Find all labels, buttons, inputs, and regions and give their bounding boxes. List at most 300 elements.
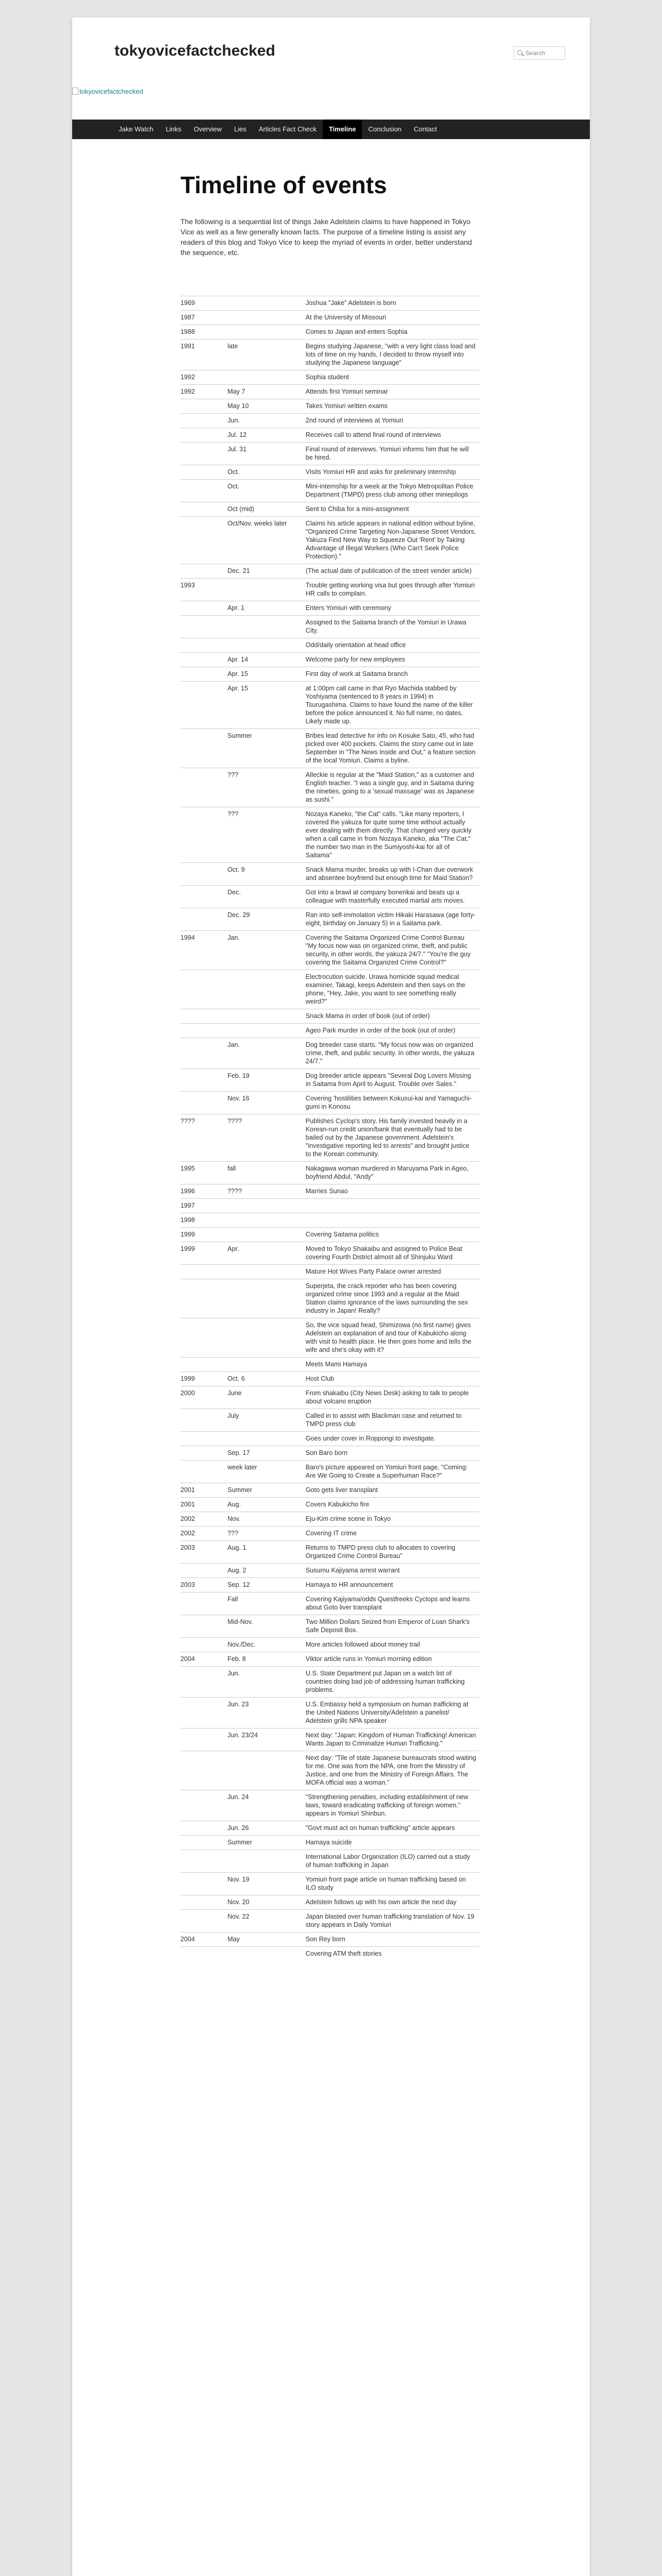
timeline-date: Oct. — [227, 465, 306, 480]
timeline-row — [180, 1527, 479, 1541]
timeline-row — [180, 768, 479, 807]
timeline-year: 2004 — [180, 1933, 227, 1947]
timeline-event: Covering ATM theft stories — [306, 1947, 479, 1961]
timeline-event: Assigned to the Saitama branch of the Yomiuri in Urawa City. — [306, 616, 479, 638]
timeline-date: Sep. 17 — [227, 1446, 306, 1461]
timeline-event: Son Baro born — [306, 1446, 479, 1461]
nav-item-overview[interactable]: Overview — [193, 125, 222, 133]
timeline-date — [227, 1009, 306, 1024]
timeline-row — [180, 564, 479, 579]
timeline-date: Apr. 15 — [227, 682, 306, 729]
timeline-date — [227, 1279, 306, 1318]
timeline-date — [227, 1358, 306, 1372]
timeline-date: ???? — [227, 1114, 306, 1162]
timeline-year — [180, 443, 227, 465]
timeline-event: (The actual date of publication of the street vender article) — [306, 564, 479, 579]
timeline-date: Summer — [227, 1836, 306, 1850]
timeline-date: Feb. 8 — [227, 1652, 306, 1667]
timeline-event: Baro's picture appeared on Yomiuri front page, "Coming: Are We Going to Create a Superhuman Race?" — [306, 1461, 479, 1483]
timeline-year — [180, 768, 227, 807]
timeline-year — [180, 886, 227, 908]
timeline-event — [306, 1213, 479, 1228]
timeline-event: at 1:00pm call came in that Ryo Machida stabbed by Yoshiyama (sentenced to 8 years in 1994) in Tsurugashima. Claims to have found the name of the killer before the police announced it. No full name, no dates. Likely made up. — [306, 682, 479, 729]
timeline-event: Receives call to attend final round of interviews — [306, 428, 479, 443]
nav-item-contact[interactable]: Contact — [413, 125, 437, 133]
timeline-row — [180, 579, 479, 601]
timeline-year — [180, 601, 227, 616]
timeline-event: 2nd round of interviews at Yomiuri — [306, 414, 479, 428]
timeline-year — [180, 1038, 227, 1069]
timeline-date: late — [227, 340, 306, 370]
timeline-event: Snack Mama murder, breaks up with I-Chan due overwork and absentee boyfriend but enough time for Maid Station? — [306, 863, 479, 886]
timeline-date: Aug. 1 — [227, 1541, 306, 1564]
timeline-row — [180, 1386, 479, 1409]
timeline-event: Hamaya suicide — [306, 1836, 479, 1850]
timeline-event: Bribes lead detective for info on Kosuke Sato, 45, who had picked over 400 pockets. Claims the story came out in late September in "The News Inside and Out," a feature section of the local Yomiuri. Claims a byline. — [306, 729, 479, 768]
timeline-row — [180, 1667, 479, 1698]
timeline-date: Sep. 12 — [227, 1578, 306, 1592]
timeline-year — [180, 1910, 227, 1933]
timeline-row — [180, 1850, 479, 1873]
timeline-event: Sophia student — [306, 370, 479, 385]
timeline-event: U.S. Embassy held a symposium on human trafficking at the United Nations University/Adelstein a panelist/ Adelstein grills NPA speaker — [306, 1698, 479, 1728]
timeline-year — [180, 1092, 227, 1114]
timeline-year — [180, 1751, 227, 1790]
timeline-date: Jun. 23/24 — [227, 1728, 306, 1751]
timeline-event: More articles followed about money trail — [306, 1638, 479, 1652]
timeline-year — [180, 1836, 227, 1850]
timeline-event: Next day: "Tile of state Japanese bureaucrats stood waiting for me. One was from the NPA, one from the Ministry of Justice, and one from the Ministry of Foreign Affairs. The MOFA official was a woman." — [306, 1751, 479, 1790]
timeline-year: 1999 — [180, 1372, 227, 1386]
timeline-event: Hamaya to HR announcement — [306, 1578, 479, 1592]
timeline-event: Mature Hot Wives Party Palace owner arrested — [306, 1265, 479, 1279]
timeline-event: Welcome party for new employees — [306, 653, 479, 667]
timeline-year — [180, 1024, 227, 1038]
timeline-row — [180, 1184, 479, 1199]
timeline-year — [180, 638, 227, 653]
timeline-event: Host Club — [306, 1372, 479, 1386]
nav-item-conclusion[interactable]: Conclusion — [368, 125, 402, 133]
timeline-row — [180, 1446, 479, 1461]
timeline-event: Marries Sunao — [306, 1184, 479, 1199]
timeline-year — [180, 1615, 227, 1638]
timeline-date: Nov. 16 — [227, 1092, 306, 1114]
nav-item-links[interactable]: Links — [166, 125, 181, 133]
timeline-event: Ran into self-immolation victim Hikaki Harasawa (age forty-eight, birthday on January 5) in a Saitama park. — [306, 908, 479, 931]
timeline-date: May 7 — [227, 385, 306, 399]
timeline-date — [227, 1199, 306, 1213]
timeline-year — [180, 667, 227, 682]
timeline-date: ??? — [227, 768, 306, 807]
timeline-date: Fall — [227, 1592, 306, 1615]
timeline-event: Yomiuri front page article on human trafficking based on ILO study — [306, 1873, 479, 1895]
timeline-date — [227, 311, 306, 325]
timeline-year: ???? — [180, 1114, 227, 1162]
timeline-date — [227, 1228, 306, 1242]
timeline-event: Two Million Dollars Seized from Emperor of Loan Shark's Safe Deposit Box. — [306, 1615, 479, 1638]
timeline-year — [180, 1790, 227, 1821]
timeline-event: Final round of interviews. Yomiuri informs him that he will be hired. — [306, 443, 479, 465]
timeline-event: Enters Yomiuri with ceremony — [306, 601, 479, 616]
timeline-date: Nov. — [227, 1512, 306, 1527]
timeline-event: Ageo Park murder in order of the book (out of order) — [306, 1024, 479, 1038]
search-placeholder: Search — [525, 49, 545, 57]
timeline-event: Viktor article runs in Yomiuri morning edition — [306, 1652, 479, 1667]
timeline-row — [180, 325, 479, 340]
timeline-event: Electrocution suicide. Urawa homicide squad medical examiner, Takagi, keeps Adelstein and then says on the phone, "Hey, Jake, you want to see something really weird?" — [306, 970, 479, 1009]
timeline-event: Son Rey born — [306, 1933, 479, 1947]
broken-image-icon — [72, 88, 78, 95]
timeline-row — [180, 1358, 479, 1372]
timeline-year: 2001 — [180, 1483, 227, 1498]
timeline-row — [180, 480, 479, 502]
timeline-date: July — [227, 1409, 306, 1432]
timeline-event: Comes to Japan and enters Sophia — [306, 325, 479, 340]
timeline-row — [180, 340, 479, 370]
timeline-row — [180, 908, 479, 931]
timeline-row — [180, 729, 479, 768]
timeline-date: Jun. 23 — [227, 1698, 306, 1728]
timeline-year: 1995 — [180, 1162, 227, 1184]
timeline-year: 2000 — [180, 1386, 227, 1409]
timeline-row — [180, 311, 479, 325]
timeline-event: Covering the Saitama Organized Crime Control Bureau "My focus now was on organized crime, theft, and public security, in other words, the yakuza 24/7." "You're the guy covering the Saitama Organized Crime Control?" — [306, 931, 479, 970]
timeline-row — [180, 638, 479, 653]
timeline-year — [180, 1592, 227, 1615]
timeline-date: Nov. 19 — [227, 1873, 306, 1895]
timeline-date: week later — [227, 1461, 306, 1483]
timeline-row — [180, 465, 479, 480]
timeline-row — [180, 1228, 479, 1242]
timeline-date: Nov. 22 — [227, 1910, 306, 1933]
timeline-year — [180, 465, 227, 480]
header-image-link[interactable] — [72, 88, 143, 95]
timeline-row — [180, 385, 479, 399]
timeline-event: Nozaya Kaneko, "the Cat" calls. "Like many reporters, I covered the yakuza for quite some time without actually ever dealing with them directly. That changed very quickly when a call came in from Nozaya Kaneko, aka "The Cat," the number two man in the Sumiyoshi-kai for all of Saitama" — [306, 807, 479, 863]
timeline-date: Oct (mid) — [227, 502, 306, 517]
timeline-year — [180, 1318, 227, 1358]
timeline-year — [180, 517, 227, 564]
timeline-year: 1994 — [180, 931, 227, 970]
timeline-date: Feb. 19 — [227, 1069, 306, 1092]
timeline-date — [227, 1265, 306, 1279]
timeline-row — [180, 1947, 479, 1961]
timeline-year — [180, 1461, 227, 1483]
timeline-date — [227, 1432, 306, 1446]
timeline-event: Covering Kajiyama/odds Questfreeks Cyclops and learns about Goto liver transplant — [306, 1592, 479, 1615]
timeline-year — [180, 1873, 227, 1895]
timeline-row — [180, 1279, 479, 1318]
timeline-year: 1997 — [180, 1199, 227, 1213]
timeline-year — [180, 564, 227, 579]
timeline-row — [180, 428, 479, 443]
timeline-date — [227, 370, 306, 385]
timeline-row — [180, 296, 479, 311]
timeline-date — [227, 296, 306, 311]
nav-item-articles-fact-check[interactable]: Articles Fact Check — [258, 125, 317, 133]
timeline-year — [180, 1698, 227, 1728]
timeline-date: Oct. — [227, 480, 306, 502]
nav-item-timeline[interactable]: Timeline — [323, 120, 362, 139]
timeline-row — [180, 1836, 479, 1850]
timeline-event: Sent to Chiba for a mini-assignment — [306, 502, 479, 517]
timeline-date: Jun. — [227, 414, 306, 428]
timeline-row — [180, 1821, 479, 1836]
timeline-year — [180, 1564, 227, 1578]
timeline-event: Meets Mami Hamaya — [306, 1358, 479, 1372]
timeline-event: Moved to Tokyo Shakaibu and assigned to Police Beat covering Fourth District almost all of Shinjuku Ward — [306, 1242, 479, 1265]
timeline-date: June — [227, 1386, 306, 1409]
timeline-event: Got into a brawl at company bonenkai and beats up a colleague with masterfully executed martial arts moves. — [306, 886, 479, 908]
timeline-row — [180, 1751, 479, 1790]
timeline-date: ???? — [227, 1184, 306, 1199]
timeline-row — [180, 1698, 479, 1728]
timeline-row — [180, 1483, 479, 1498]
timeline-date: ??? — [227, 1527, 306, 1541]
timeline-year: 1996 — [180, 1184, 227, 1199]
page-container — [72, 18, 590, 2576]
timeline-date: Oct. 6 — [227, 1372, 306, 1386]
timeline-year — [180, 1667, 227, 1698]
timeline-event: Takes Yomiuri written exams — [306, 399, 479, 414]
timeline-row — [180, 1578, 479, 1592]
timeline-date — [227, 1318, 306, 1358]
timeline-year: 2003 — [180, 1541, 227, 1564]
timeline-date: May 10 — [227, 399, 306, 414]
timeline-year — [180, 1409, 227, 1432]
intro-paragraph: The following is a sequential list of things Jake Adelstein claims to have happened in Tokyo Vice as well as a few generally known facts. The purpose of a timeline listing is assist any readers of this blog and Tokyo Vice to keep the myriad of events in order, better understand the sequence, etc. — [180, 217, 472, 257]
timeline-year — [180, 616, 227, 638]
timeline-row — [180, 601, 479, 616]
timeline-table — [180, 296, 479, 1961]
timeline-event: From shakaibu (City News Desk) asking to talk to people about volcano eruption — [306, 1386, 479, 1409]
timeline-date: Dec. — [227, 886, 306, 908]
timeline-row — [180, 1541, 479, 1564]
timeline-event: Eju-Kim crime scene in Tokyo — [306, 1512, 479, 1527]
timeline-year — [180, 1432, 227, 1446]
timeline-year: 1999 — [180, 1242, 227, 1265]
timeline-event: Adelstein follows up with his own article the next day — [306, 1895, 479, 1910]
timeline-year: 1992 — [180, 370, 227, 385]
timeline-year — [180, 1821, 227, 1836]
timeline-year — [180, 729, 227, 768]
timeline-row — [180, 931, 479, 970]
timeline-date: Apr. 14 — [227, 653, 306, 667]
timeline-event: U.S. State Department put Japan on a watch list of countries doing bad job of addressing human trafficking problems. — [306, 1667, 479, 1698]
timeline-year — [180, 1850, 227, 1873]
timeline-row — [180, 1372, 479, 1386]
timeline-year — [180, 970, 227, 1009]
timeline-year: 1988 — [180, 325, 227, 340]
timeline-row — [180, 1790, 479, 1821]
timeline-event: Returns to TMPD press club to allocates to covering Organized Crime Control Bureau" — [306, 1541, 479, 1564]
timeline-row — [180, 443, 479, 465]
timeline-date: Nov. 20 — [227, 1895, 306, 1910]
timeline-row — [180, 1092, 479, 1114]
timeline-event: Susumu Kajiyama arrest warrant — [306, 1564, 479, 1578]
timeline-row — [180, 1114, 479, 1162]
timeline-row — [180, 1728, 479, 1751]
timeline-year — [180, 1895, 227, 1910]
timeline-row — [180, 517, 479, 564]
timeline-year: 1991 — [180, 340, 227, 370]
timeline-date — [227, 616, 306, 638]
timeline-event: Visits Yomiuri HR and asks for preliminary internship — [306, 465, 479, 480]
timeline-date: Dec. 21 — [227, 564, 306, 579]
nav-item-lies[interactable]: Lies — [234, 125, 246, 133]
timeline-event — [306, 1199, 479, 1213]
timeline-year: 1993 — [180, 579, 227, 601]
timeline-year — [180, 1069, 227, 1092]
timeline-event: Covering IT crime — [306, 1527, 479, 1541]
timeline-row — [180, 1895, 479, 1910]
timeline-row — [180, 399, 479, 414]
timeline-row — [180, 1512, 479, 1527]
timeline-row — [180, 1024, 479, 1038]
site-title[interactable]: tokyovicefactchecked — [114, 42, 275, 59]
timeline-event: First day of work at Saitama branch — [306, 667, 479, 682]
nav-item-jake-watch[interactable]: Jake Watch — [119, 125, 154, 133]
timeline-date: Nov./Dec. — [227, 1638, 306, 1652]
timeline-year — [180, 1358, 227, 1372]
timeline-year: 1999 — [180, 1228, 227, 1242]
timeline-year — [180, 502, 227, 517]
timeline-year — [180, 1728, 227, 1751]
timeline-row — [180, 863, 479, 886]
timeline-row — [180, 1933, 479, 1947]
timeline-year — [180, 653, 227, 667]
timeline-row — [180, 616, 479, 638]
timeline-date: Aug. 2 — [227, 1564, 306, 1578]
timeline-year: 2004 — [180, 1652, 227, 1667]
timeline-row — [180, 370, 479, 385]
timeline-year: 2003 — [180, 1578, 227, 1592]
timeline-row — [180, 1318, 479, 1358]
timeline-event: Superjeta, the crack reporter who has been covering organized crime since 1993 and a regular at the Maid Station claims ignorance of the laws surrounding the sex industry in Japan! Really? — [306, 1279, 479, 1318]
timeline-row — [180, 1265, 479, 1279]
timeline-year — [180, 807, 227, 863]
timeline-date — [227, 579, 306, 601]
timeline-event: Next day: "Japan: Kingdom of Human Trafficking! American Wants Japan to Criminalize Human Trafficking." — [306, 1728, 479, 1751]
timeline-row — [180, 1038, 479, 1069]
timeline-date: Jun. 24 — [227, 1790, 306, 1821]
timeline-date — [227, 1213, 306, 1228]
timeline-event: Publishes Cyclop's story. His family invested heavily in a Korean-run credit union/bank that eventually had to be bailed out by the Japanese government. Adelstein's "investigative reporting led to arrests" and brought justice to the Korean community. — [306, 1114, 479, 1162]
timeline-year — [180, 414, 227, 428]
timeline-date: Apr. 15 — [227, 667, 306, 682]
timeline-date: May — [227, 1933, 306, 1947]
timeline-year — [180, 1947, 227, 1961]
timeline-row — [180, 653, 479, 667]
timeline-year — [180, 1279, 227, 1318]
timeline-date — [227, 970, 306, 1009]
timeline-event: Goto gets liver transplant — [306, 1483, 479, 1498]
timeline-event: Called in to assist with Blackman case and returned to TMPD press club — [306, 1409, 479, 1432]
timeline-date: Summer — [227, 729, 306, 768]
search-icon — [517, 50, 522, 55]
timeline-event: Dog breeder article appears "Several Dog Lovers Missing in Saitama from April to August. Trouble over Sales." — [306, 1069, 479, 1092]
timeline-row — [180, 1652, 479, 1667]
timeline-row — [180, 1432, 479, 1446]
timeline-row — [180, 1242, 479, 1265]
timeline-date: Jun. — [227, 1667, 306, 1698]
timeline-year: 1987 — [180, 311, 227, 325]
timeline-event: Trouble getting working visa but goes through after Yomiuri HR calls to complain. — [306, 579, 479, 601]
timeline-event: Covers Kabukicho fire — [306, 1498, 479, 1512]
timeline-event: Joshua "Jake" Adelstein is born — [306, 296, 479, 311]
timeline-date: fall — [227, 1162, 306, 1184]
nav-menu — [112, 120, 443, 139]
timeline-date — [227, 1850, 306, 1873]
timeline-year — [180, 1446, 227, 1461]
timeline-row — [180, 1199, 479, 1213]
timeline-row — [180, 682, 479, 729]
timeline-year: 1998 — [180, 1213, 227, 1228]
timeline-event: Claims his article appears in national edition without byline, "Organized Crime Targeting Non-Japanese Street Vendors. Yakuza Find New Way to Squeeze Out 'Rent' by Taking Advantage of Illegal Workers (Who Can't Seek Police Protection)." — [306, 517, 479, 564]
timeline-year — [180, 682, 227, 729]
timeline-year — [180, 428, 227, 443]
timeline-year — [180, 1009, 227, 1024]
timeline-row — [180, 1409, 479, 1432]
timeline-year — [180, 908, 227, 931]
page-title: Timeline of events — [180, 172, 387, 198]
timeline-event: Covering 'hostilities between Kokusui-kai and Yamaguchi-gumi in Konosu — [306, 1092, 479, 1114]
timeline-event: International Labor Organization (ILO) carried out a study of human trafficking in Japan — [306, 1850, 479, 1873]
timeline-year — [180, 480, 227, 502]
timeline-row — [180, 1615, 479, 1638]
timeline-event: Odd/daily orientation at head office — [306, 638, 479, 653]
timeline-event: Begins studying Japanese, "with a very light class load and lots of time on my hands, I decided to throw myself into studying the Japanese language" — [306, 340, 479, 370]
timeline-year — [180, 399, 227, 414]
timeline-date: Apr. — [227, 1242, 306, 1265]
timeline-row — [180, 1213, 479, 1228]
timeline-date: Jan. — [227, 1038, 306, 1069]
timeline-date: ??? — [227, 807, 306, 863]
timeline-date: Jul. 12 — [227, 428, 306, 443]
timeline-year — [180, 1638, 227, 1652]
timeline-date: Jan. — [227, 931, 306, 970]
timeline-row — [180, 1564, 479, 1578]
timeline-date: Aug. — [227, 1498, 306, 1512]
timeline-event: Goes under cover in Roppongi to investigate. — [306, 1432, 479, 1446]
timeline-date: Dec. 29 — [227, 908, 306, 931]
timeline-year — [180, 1265, 227, 1279]
timeline-date — [227, 1751, 306, 1790]
timeline-date: Jun. 26 — [227, 1821, 306, 1836]
timeline-event: Dog breeder case starts. "My focus now was on organized crime, theft, and public security. In other words, the yakuza 24/7." — [306, 1038, 479, 1069]
timeline-year: 1992 — [180, 385, 227, 399]
timeline-row — [180, 1009, 479, 1024]
timeline-event: Covering Saitama politics — [306, 1228, 479, 1242]
timeline-date: Oct/Nov. weeks later — [227, 517, 306, 564]
timeline-event: Snack Mama in order of book (out of order) — [306, 1009, 479, 1024]
timeline-event: Alleckie is regular at the "Maid Station," as a customer and English teacher. "I was a single guy, and in Saitama during the nineties, going to a 'sexual massage' was as Japanese as sushi." — [306, 768, 479, 807]
timeline-year — [180, 863, 227, 886]
timeline-row — [180, 1498, 479, 1512]
timeline-event: Japan blasted over human trafficking translation of Nov. 19 story appears in Daily Yomiuri — [306, 1910, 479, 1933]
timeline-event: "Strengthening penalties, including establishment of new laws, toward eradicating trafficking of foreign women." appears in Yomiuri Shinbun. — [306, 1790, 479, 1821]
timeline-date: Summer — [227, 1483, 306, 1498]
timeline-row — [180, 502, 479, 517]
timeline-year: 1969 — [180, 296, 227, 311]
timeline-date — [227, 325, 306, 340]
timeline-row — [180, 1162, 479, 1184]
timeline-event: Nakagawa woman murdered in Maruyama Park in Ageo, boyfriend Abdul, "Andy" — [306, 1162, 479, 1184]
timeline-row — [180, 667, 479, 682]
timeline-date: Oct. 9 — [227, 863, 306, 886]
timeline-date — [227, 1947, 306, 1961]
search-input[interactable] — [514, 46, 565, 60]
